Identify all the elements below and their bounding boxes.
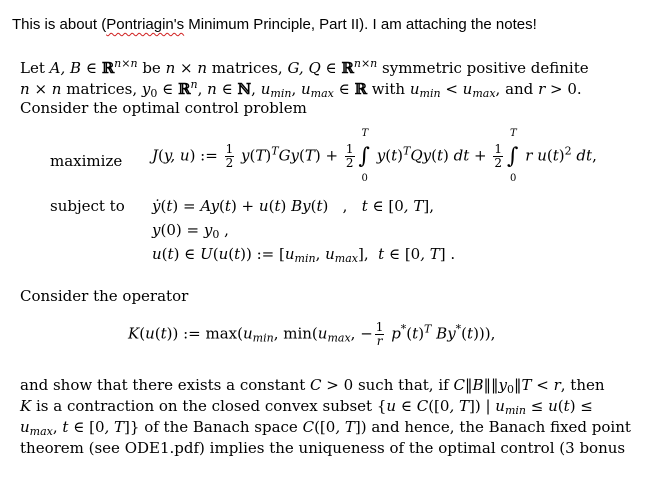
header-topic-misspelled: Pontriagin's (106, 16, 185, 33)
header-prefix: This is about ( (12, 16, 107, 33)
constraint-control-set: u(t) ∈ U(u(t)) := [$u_{min}$, $u_{max}$], t ∈ [0, T] . (152, 245, 456, 265)
constraint-ode: ẏ(t) = Ay(t) + u(t) By(t) , t ∈ [0, T], (152, 197, 434, 215)
operator-intro: Consider the operator (20, 287, 189, 305)
conclusion-line-3: $u_{max}$, t ∈ [0, T]} of the Banach space C([0, T]) and hence, the Banach fixed point (20, 418, 631, 438)
constraint-initial: $y(0) = y_0$ , (152, 221, 229, 241)
conclusion-line-1: and show that there exists a constant C > 0 such that, if $C‖B‖‖y_0‖T < r$, then (20, 376, 605, 396)
problem-line-3: Consider the optimal control problem (20, 99, 307, 117)
subject-to-label: subject to (50, 197, 125, 215)
objective-formula: J(y, u) := $\frac{1}{2}$ $y(T)^TGy(T)$ + $\frac{1}{2}$ ∫ T 0 $y(t)^TQy(t)$ dt + $\frac{1}{2}$ ∫ T 0 r $u(t)^2$ dt, (152, 128, 597, 184)
problem-line-1: Let A, B ∈ ℝ$^{n\times n}$ be n × n matrices, G, Q ∈ ℝ$^{n\times n}$ symmetric positive definite (20, 57, 589, 77)
maximize-label: maximize (50, 152, 123, 170)
conclusion-line-4: theorem (see ODE1.pdf) implies the uniqueness of the optimal control (3 bonus (20, 439, 626, 457)
problem-line-2: n × n matrices, $y_0$ ∈ ℝ$^n$, n ∈ ℕ, $u_{min}$, $u_{max}$ ∈ ℝ with $u_{min} < u_{max}$, and r > 0. (20, 78, 582, 100)
header-rest: Minimum Principle, Part II). I am attaching the notes! (184, 16, 537, 33)
conclusion-line-2: K is a contraction on the closed convex subset {u ∈ C([0, T]) | $u_{min} \le u(t)$ ≤ (20, 397, 593, 417)
operator-formula: K(u(t)) := $\max(u_{min}$, $\min(u_{max}$, − $\frac{1}{r}$ $p^*(t)^T$ By*(t))), (128, 320, 496, 348)
